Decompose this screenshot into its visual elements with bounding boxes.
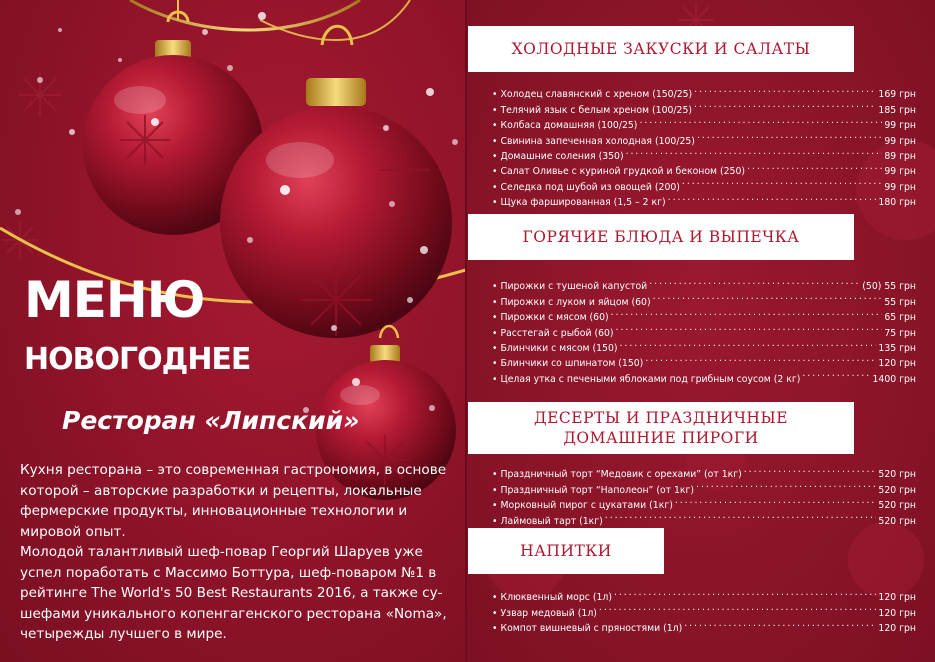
menu-item: • Селедка под шубой из овощей (200) . . . 99 грн [492, 174, 916, 189]
menu-item: • Праздничный торт “Наполеон” (от 1кг) . . . 520 грн [492, 477, 916, 492]
menu-item-name: Колбаса домашняя (100/25) [500, 120, 638, 132]
menu-item-name: Праздничный торт “Медовик с орехами” (от 1кг) [500, 469, 742, 481]
description-paragraph-chef: Молодой талантливый шеф-повар Георгий Шаруев уже успел поработать с Массимо Боттура, шеф-поваром №1 в рейтинге The World's 50 Best Restaurants 2016, а также су-шефами уникального копенгагенского ресторана «Noma», четырежды лучшего в мире. [20, 544, 447, 642]
menu-item-name: Блинчики с мясом (150) [500, 342, 618, 354]
menu-item-name: Селедка под шубой из овощей (200) [500, 181, 680, 193]
menu-item: • Целая утка с печеными яблоками под грибным соусом (2 кг) . . . 1400 грн [492, 366, 916, 381]
menu-item: • Домашние соления (350) . . . 89 грн [492, 144, 916, 159]
menu-item: • Узвар медовый (1л) . . . 120 грн [492, 600, 916, 615]
left-panel [0, 0, 466, 662]
menu-item-price: 55 грн [884, 296, 916, 308]
menu-item-price: 99 грн [884, 181, 916, 193]
menu-item-price: 99 грн [884, 166, 916, 178]
menu-item-price: 520 грн [878, 515, 916, 527]
menu-item-price: 65 грн [884, 312, 916, 324]
menu-item-price: (50) 55 грн [862, 281, 916, 293]
menu-item-name: Блинчики со шпинатом (150) [500, 358, 644, 370]
menu-item-name: Домашние соления (350) [500, 150, 624, 162]
menu-item-name: Телячий язык с белым хреном (100/25) [500, 104, 692, 116]
ornament-ball-icon [220, 26, 452, 338]
menu-item-name: Щука фаршированная (1,5 – 2 кг) [500, 197, 666, 209]
restaurant-description [20, 460, 466, 645]
menu-item-name: Пирожки с тушеной капустой [500, 281, 648, 293]
menu-item: • Салат Оливье с куриной грудкой и беконом (250) . . . 99 грн [492, 159, 916, 174]
menu-item-name: Целая утка с печеными яблоками под грибным соусом (2 кг) [500, 373, 801, 385]
menu-item-price: 120 грн [878, 607, 916, 619]
menu-item-name: Морковный пирог с цукатами (1кг) [500, 500, 673, 512]
menu-item-name: Компот вишневый с пряностями (1л) [500, 623, 683, 635]
menu-list-cold-snacks [492, 82, 916, 209]
description-paragraph-cuisine: Кухня ресторана – это современная гастрономия, в основе которой – авторские разработки и рецепты, локальные фермерские продукты, инновационные технологии и мировой опыт. [20, 462, 447, 540]
menu-item: • Колбаса домашняя (100/25) . . . 99 грн [492, 113, 916, 128]
menu-item-price: 120 грн [878, 358, 916, 370]
section-header-hot-dishes [468, 214, 854, 260]
menu-item-price: 185 грн [878, 104, 916, 116]
menu-item-name: Салат Оливье с куриной грудкой и беконом (250) [500, 166, 746, 178]
menu-item: • Пирожки с луком и яйцом (60) . . . 55 грн [492, 289, 916, 304]
menu-item-name: Узвар медовый (1л) [500, 607, 597, 619]
menu-item-price: 120 грн [878, 623, 916, 635]
menu-item: • Холодец славянский с хреном (150/25) . . . 169 грн [492, 82, 916, 97]
section-title-line: ХОЛОДНЫЕ ЗАКУСКИ И САЛАТЫ [511, 40, 811, 58]
section-title-line: ДОМАШНИЕ ПИРОГИ [563, 429, 759, 447]
menu-item: • Пирожки с тушеной капустой . . . (50) 55 грн [492, 274, 916, 289]
menu-item-name: Праздничный торт “Наполеон” (от 1кг) [500, 484, 695, 496]
menu-item-name: Холодец славянский с хреном (150/25) [500, 89, 693, 101]
menu-item: • Блинчики со шпинатом (150) . . . 120 грн [492, 351, 916, 366]
menu-item: • Компот вишневый с пряностями (1л) . . . 120 грн [492, 616, 916, 631]
menu-item: • Щука фаршированная (1,5 – 2 кг) . . . 180 грн [492, 190, 916, 205]
menu-item-price: 120 грн [878, 592, 916, 604]
menu-item-price: 135 грн [878, 342, 916, 354]
menu-subtitle: НОВОГОДНЕЕ [24, 342, 251, 377]
menu-item: • Клюквенный морс (1л) . . . 120 грн [492, 585, 916, 600]
menu-title: МЕНЮ [24, 271, 205, 329]
menu-item-price: 89 грн [884, 150, 916, 162]
section-title-line: ГОРЯЧИЕ БЛЮДА И ВЫПЕЧКА [522, 228, 800, 246]
menu-item: • Праздничный торт “Медовик с орехами” (от 1кг) . . . 520 грн [492, 462, 916, 477]
section-title-line: НАПИТКИ [520, 542, 612, 560]
menu-item: • Свинина запеченная холодная (100/25) . . . 99 грн [492, 128, 916, 143]
menu-item-price: 520 грн [878, 500, 916, 512]
menu-item-price: 1400 грн [872, 373, 916, 385]
menu-list-hot-dishes [492, 274, 916, 385]
section-header-cold-snacks [468, 26, 854, 72]
menu-item: • Пирожки с мясом (60) . . . 65 грн [492, 305, 916, 320]
menu-item: • Лаймовый тарт (1кг) . . . 520 грн [492, 508, 916, 523]
menu-list-drinks [492, 585, 916, 635]
menu-item-price: 99 грн [884, 135, 916, 147]
menu-item-price: 169 грн [878, 89, 916, 101]
menu-item: • Морковный пирог с цукатами (1кг) . . . 520 грн [492, 493, 916, 508]
menu-item: • Телячий язык с белым хреном (100/25) . . . 185 грн [492, 97, 916, 112]
menu-item-price: 99 грн [884, 120, 916, 132]
menu-item-name: Расстегай с рыбой (60) [500, 327, 614, 339]
restaurant-name: Ресторан «Липский» [62, 406, 360, 435]
gold-ribbon [130, 0, 360, 30]
page-divider [465, 0, 467, 662]
menu-item-name: Лаймовый тарт (1кг) [500, 515, 603, 527]
menu-item-name: Пирожки с мясом (60) [500, 312, 609, 324]
section-header-drinks [468, 528, 664, 574]
section-title-line: ДЕСЕРТЫ И ПРАЗДНИЧНЫЕ [533, 409, 789, 427]
menu-item-name: Свинина запеченная холодная (100/25) [500, 135, 695, 147]
snowflake-icon [2, 73, 62, 258]
menu-item-price: 75 грн [884, 327, 916, 339]
menu-item: • Блинчики с мясом (150) . . . 135 грн [492, 336, 916, 351]
menu-item-name: Пирожки с луком и яйцом (60) [500, 296, 651, 308]
menu-list-desserts [492, 462, 916, 527]
menu-item-name: Клюквенный морс (1л) [500, 592, 612, 604]
menu-item: • Расстегай с рыбой (60) . . . 75 грн [492, 320, 916, 335]
section-header-desserts [468, 402, 854, 454]
menu-item-price: 520 грн [878, 469, 916, 481]
menu-item-price: 520 грн [878, 484, 916, 496]
menu-item-price: 180 грн [878, 197, 916, 209]
